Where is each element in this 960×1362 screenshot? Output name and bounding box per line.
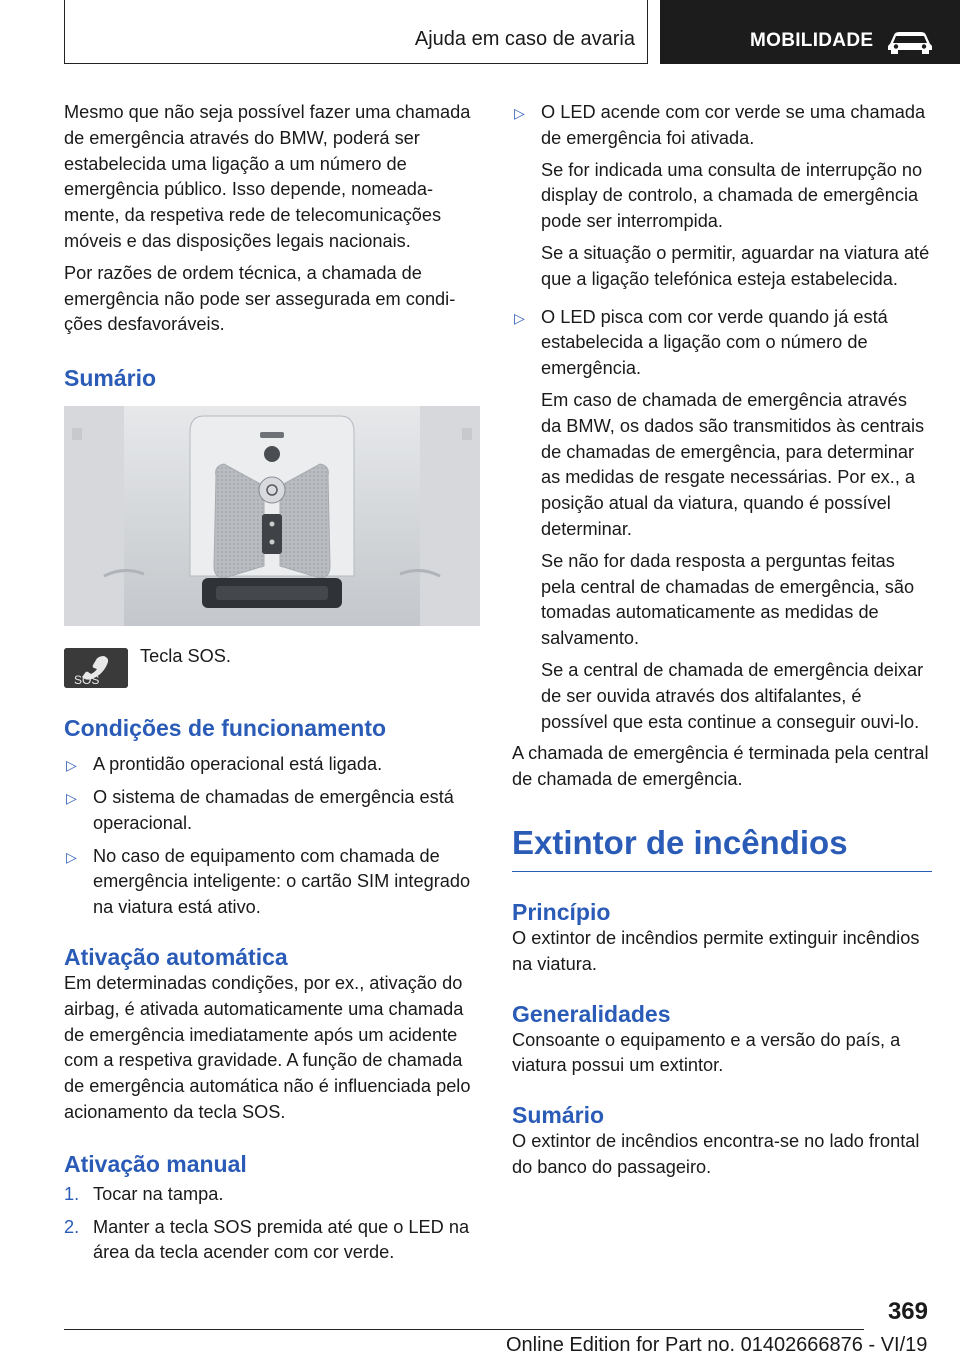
sos-icon-label: SOS <box>74 673 100 688</box>
header-section-box <box>64 0 648 64</box>
list-item: ▷ A prontidão operacional está ligada. <box>64 752 482 778</box>
left-column <box>64 100 482 1273</box>
paragraph: Se a situação o permitir, aguardar na viatura até que a ligação telefónica esteja estabelecida. <box>541 242 930 289</box>
list-item: ▷ O LED pisca com cor verde quando já está estabelecida a ligação com o número de emergência. <box>514 306 888 379</box>
triangle-bullet-icon: ▷ <box>66 757 77 774</box>
paragraph: Por razões de ordem técnica, a chamada de emergência não pode ser assegurada em condições desfavoráveis. <box>64 262 456 335</box>
paragraph: O extintor de incêndios permite extinguir incêndios na viatura. <box>512 927 920 974</box>
heading-sumario: Sumário <box>64 365 157 392</box>
paragraph: Em determinadas condições, por ex., ativação do airbag, é ativada automaticamente uma chamada de emergência imediatamente após um acidente com a respetiva gravidade. A função de chamada de emergência automática não é influenciada pelo acionamento da tecla SOS. <box>64 972 471 1122</box>
triangle-bullet-icon: ▷ <box>514 309 525 326</box>
heading-ativacao-manual: Ativação manual <box>64 1150 247 1177</box>
condicoes-list <box>64 752 482 921</box>
paragraph: A chamada de emergência é terminada pela central de chamada de emergência. <box>512 743 929 790</box>
paragraph: Se a central de chamada de emergência deixar de ser ouvida através dos altifalantes, é possível que esta continue a conseguir ouvi-lo. <box>541 659 924 732</box>
list-item: 1. Tocar na tampa. <box>64 1182 482 1208</box>
overhead-console-illustration <box>64 406 480 626</box>
paragraph: Em caso de chamada de emergência através da BMW, os dados são transmitidos às centrais de chamadas de emergência, para determinar as medidas de resgate necessárias. Por ex., a posição atual da viatura, quando é possível determinar. <box>541 389 925 539</box>
sos-caption: Tecla SOS. <box>140 646 231 667</box>
led-status-list <box>512 305 932 382</box>
step-number: 1. <box>64 1183 80 1204</box>
triangle-bullet-icon: ▷ <box>66 789 77 806</box>
manual-steps-list <box>64 1182 482 1266</box>
heading-extintor: Extintor de incêndios <box>512 823 932 872</box>
heading-ativacao-automatica: Ativação automática <box>64 943 288 970</box>
triangle-bullet-icon: ▷ <box>66 848 77 865</box>
footer-edition: Online Edition for Part no. 01402666876 - VI/19 <box>506 1334 928 1356</box>
list-item: ▷ O sistema de chamadas de emergência está operacional. <box>66 786 454 833</box>
sos-panel-photo <box>64 406 480 626</box>
header-section-title: Ajuda em caso de avaria <box>414 28 635 50</box>
footer-divider <box>64 1329 864 1330</box>
list-item: ▷ O LED acende com cor verde se uma chamada de emergência foi ativada. <box>514 102 926 148</box>
paragraph: Consoante o equipamento e a versão do país, a viatura possui um extintor. <box>512 1029 901 1076</box>
heading-generalidades: Generalidades <box>512 1000 671 1027</box>
page-number: 369 <box>887 1298 928 1325</box>
car-icon <box>886 28 934 54</box>
triangle-bullet-icon: ▷ <box>514 105 525 121</box>
header-chapter-title: MOBILIDADE <box>750 30 874 51</box>
sos-key-icon <box>64 648 128 688</box>
heading-sumario-extintor: Sumário <box>512 1102 605 1129</box>
heading-principio: Princípio <box>512 898 611 925</box>
step-number: 2. <box>64 1216 80 1237</box>
paragraph: O extintor de incêndios encontra-se no lado frontal do banco do passageiro. <box>512 1131 920 1177</box>
list-item: 2. Manter a tecla SOS premida até que o LED na área da tecla acender com cor verde. <box>64 1216 470 1263</box>
header-chapter-box <box>660 0 960 64</box>
right-column <box>512 100 932 1187</box>
heading-condicoes: Condições de funcionamento <box>64 715 387 742</box>
led-status-list <box>512 100 932 152</box>
paragraph: Se não for dada resposta a perguntas feitas pela central de chamadas de emergência, são tomadas automaticamente as medidas de salvamento. <box>541 550 915 649</box>
list-item: ▷ No caso de equipamento com chamada de emergência inteligente: o cartão SIM integrado na viatura está ativo. <box>66 845 471 918</box>
paragraph: Se for indicada uma consulta de interrupção no display de controlo, a chamada de emergência pode ser interrompida. <box>541 159 923 232</box>
sos-key-legend <box>64 644 482 708</box>
paragraph: Mesmo que não seja possível fazer uma chamada de emergência através do BMW, poderá ser estabelecida uma ligação a um número de emergência público. Isso depende, nomeadamente, da respetiva rede de telecomunicações móveis e das disposições legais nacionais. <box>64 102 471 251</box>
